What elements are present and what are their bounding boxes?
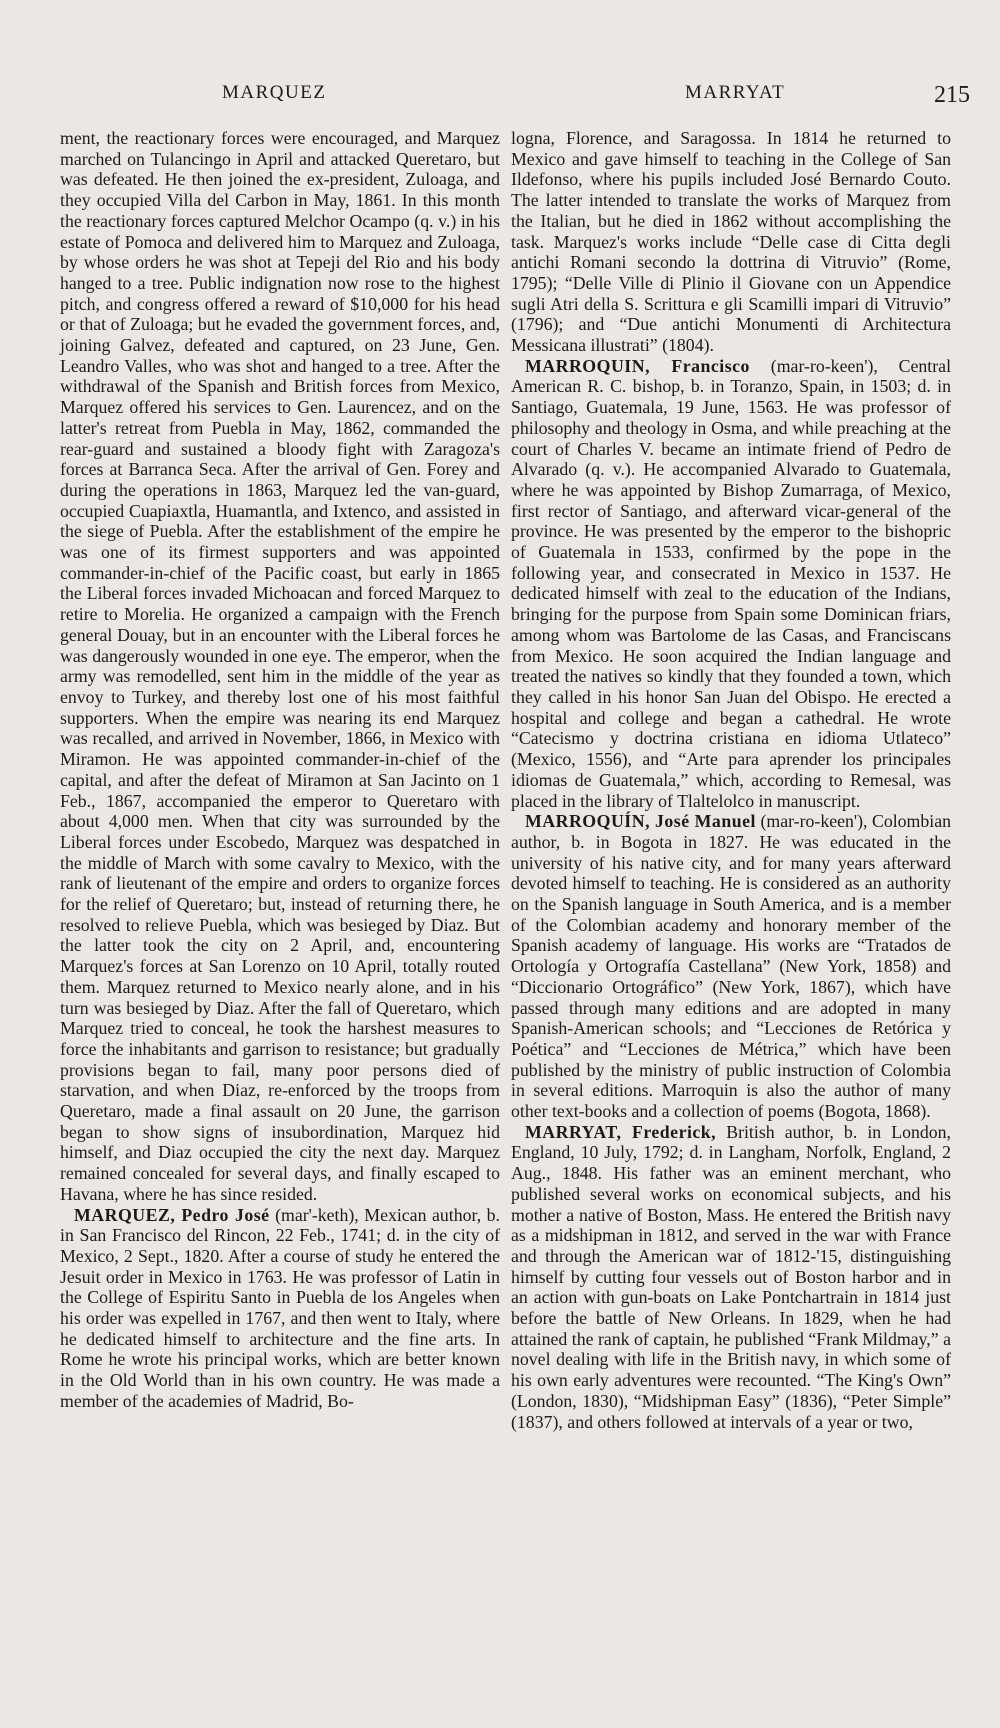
continued-paragraph: ment, the reactionary forces were encouraged, and Marquez marched on Tulancingo in April and attacked Queretaro, but was defeated. He then joined the ex-president, Zuloaga, and they occupied Villa del Carbon in May, 1861. In this month the reactionary forces captured Melchor Ocampo (q. v.) in his estate of Pomoca and delivered him to Marquez and Zuloaga, by whose orders he was shot at Tepeji del Rio and his body hanged to a tree. Public indignation now rose to the highest pitch, and congress offered a reward of $10,000 for his head or that of Zuloaga; but he evaded the government forces, and, joining Galvez, defeated and captured, on 23 June, Gen. Leandro Valles, who was shot and hanged to a tree. After the withdrawal of the Spanish and British forces from Mexico, Marquez offered his services to Gen. Laurencez, and on the latter's retreat from Puebla in May, 1862, commanded the rear-guard and sustained a bloody fight with Zaragoza's forces at Barranca Seca. After the arrival of Gen. Forey and during the operations in 1863, Marquez led the van-guard, occupied Cuapiaxtla, Huamantla, and Ixtenco, and assisted in the siege of Puebla. After the establishment of the empire he was one of its firmest supporters and was appointed commander-in-chief of the Pacific coast, but early in 1865 the Liberal forces invaded Michoacan and forced Marquez to retire to Morelia. He organized a campaign with the French general Douay, but in an encounter with the Liberal forces he was dangerously wounded in one eye. The emperor, when the army was remodelled, sent him in the middle of the year as envoy to Turkey, and thereby lost one of his most faithful supporters. When the empire was nearing its end Marquez was recalled, and arrived in November, 1866, in Mexico with Miramon. He was appointed commander-in-chief of the capital, and after the defeat of Miramon at San Jacinto on 1 Feb., 1867, accompanied the emperor to Queretaro with about 4,000 men. When that city was surrounded by the Liberal forces under Escobedo, Marquez was despatched in the middle of March with some cavalry to Mexico, with the rank of lieutenant of the empire and orders to organize forces for the relief of Queretaro; but, instead of returning there, he resolved to relieve Puebla, which was besieged by Diaz. But the latter took the city on 2 April, and, encountering Marquez's forces at San Lorenzo on 10 April, totally routed them. Marquez returned to Mexico nearly alone, and in his turn was besieged by Diaz. After the fall of Queretaro, which Marquez tried to conceal, he took the harshest measures to force the inhabitants and garrison to resistance; but gradually provisions began to fail, many poor persons died of starvation, and when Diaz, re-enforced by the troops from Queretaro, made a final assault on 20 June, the garrison began to show signs of insubordination, Marquez hid himself, and Diaz occupied the city the next day. Marquez remained concealed for several days, and finally escaped to Havana, where he has since resided.	[60, 128, 500, 1204]
entry-marryat-frederick	[511, 1122, 951, 1433]
page-number: 215	[934, 82, 970, 108]
right-column	[511, 128, 951, 1432]
running-head-left: MARQUEZ	[222, 82, 327, 103]
running-head-right: MARRYAT	[685, 82, 786, 103]
entry-marroquin-francisco	[511, 356, 951, 811]
entry-text: (mar'-keth), Mexican author, b. in San Francisco del Rincon, 22 Feb., 1741; d. in the city of Mexico, 2 Sept., 1820. After a course of study he entered the Jesuit order in Mexico in 1763. He was professor of Latin in the College of Espiritu Santo in Puebla de los Angeles when his order was expelled in 1767, and then went to Italy, where he dedicated himself to architecture and the fine arts. In Rome he wrote his principal works, which are better known in the Old World than in his own country. He was made a member of the academies of Madrid, Bo-	[60, 1204, 501, 1411]
entry-text: British author, b. in London, England, 10 July, 1792; d. in Langham, Norfolk, England, 2 Aug., 1848. His father was an eminent merchant, who published several works on economical subjects, and his mother a native of Boston, Mass. He entered the British navy as a midshipman in 1812, and served in the war with France and through the American war of 1812-'15, distinguishing himself by cutting four vessels out of Boston harbor and in an action with gun-boats on Lake Pontchartrain in 1814 just before the battle of New Orleans. In 1829, when he had attained the rank of captain, he published “Frank Mildmay,” a novel dealing with life in the British navy, in which some of his own early adventures were recounted. “The King's Own” (London, 1830), “Midshipman Easy” (1836), “Peter Simple” (1837), and others followed at intervals of a year or two,	[511, 1121, 951, 1432]
entry-headword: MARRYAT, Frederick,	[525, 1121, 717, 1142]
entry-marquez-pedro	[60, 1205, 500, 1412]
entry-text: (mar-ro-keen'), Central American R. C. bishop, b. in Toranzo, Spain, in 1503; d. in Santiago, Guatemala, 19 June, 1563. He was professor of philosophy and theology in Osma, and while preaching at the court of Charles V. became an intimate friend of Pedro de Alvarado (q. v.). He accompanied Alvarado to Guatemala, where he was appointed by Bishop Zumarraga, of Mexico, first rector of Santiago, and afterward vicar-general of the province. He was presented by the emperor to the bishopric of Guatemala in 1533, confirmed by the pope in the following year, and consecrated in Mexico in 1537. He dedicated himself with zeal to the education of the Indians, bringing for the purpose from Spain some Dominican friars, among whom was Bartolome de las Casas, and Franciscans from Mexico. He soon acquired the Indian language and treated the natives so kindly that they founded a town, which they called in his honor San Juan del Obispo. He erected a hospital and college and began a cathedral. He wrote “Catecismo y doctrina cristiana en idioma Utlateco” (Mexico, 1556), and “Arte para aprender los principales idiomas de Guatemala,” which, according to Remesal, was placed in the library of Tlaltelolco in manuscript.	[511, 355, 952, 811]
entry-headword: MARQUEZ, Pedro José	[74, 1204, 270, 1225]
left-column	[60, 128, 500, 1412]
entry-marroquin-jose	[511, 811, 951, 1122]
entry-text: (mar-ro-keen'), Colombian author, b. in Bogota in 1827. He was educated in the university of his native city, and for many years afterward devoted himself to teaching. He is considered as an authority on the Spanish language in South America, and is a member of the Colombian academy and honorary member of the Spanish academy of language. His works are “Tratados de Ortología y Ortografía Castellana” (New York, 1858) and “Diccionario Ortográfico” (New York, 1867), which have passed through many editions and are adopted in many Spanish-American schools; and “Lecciones de Retórica y Poética” and “Lecciones de Métrica,” which have been published by the ministry of public instruction of Colombia in several editions. Marroquin is also the author of many other text-books and a collection of poems (Bogota, 1868).	[511, 811, 951, 1122]
entry-headword: MARROQUIN, Francisco	[525, 355, 750, 376]
entry-headword: MARROQUÍN, José Manuel	[525, 811, 756, 832]
continued-paragraph: logna, Florence, and Saragossa. In 1814 he returned to Mexico and gave himself to teaching in the College of San Ildefonso, where his pupils included José Bernardo Couto. The latter intended to translate the works of Marquez from the Italian, but he died in 1862 without accomplishing the task. Marquez's works include “Delle case di Citta degli antichi Romani secondo la dottrina di Vitruvio” (Rome, 1795); “Delle Ville di Plinio il Giovane con un Appendice sugli Atri della S. Scrittura e gli Scamilli impari di Vitruvio” (1796); and “Due antichi Monumenti di Architectura Messicana illustrati” (1804).	[511, 128, 951, 356]
